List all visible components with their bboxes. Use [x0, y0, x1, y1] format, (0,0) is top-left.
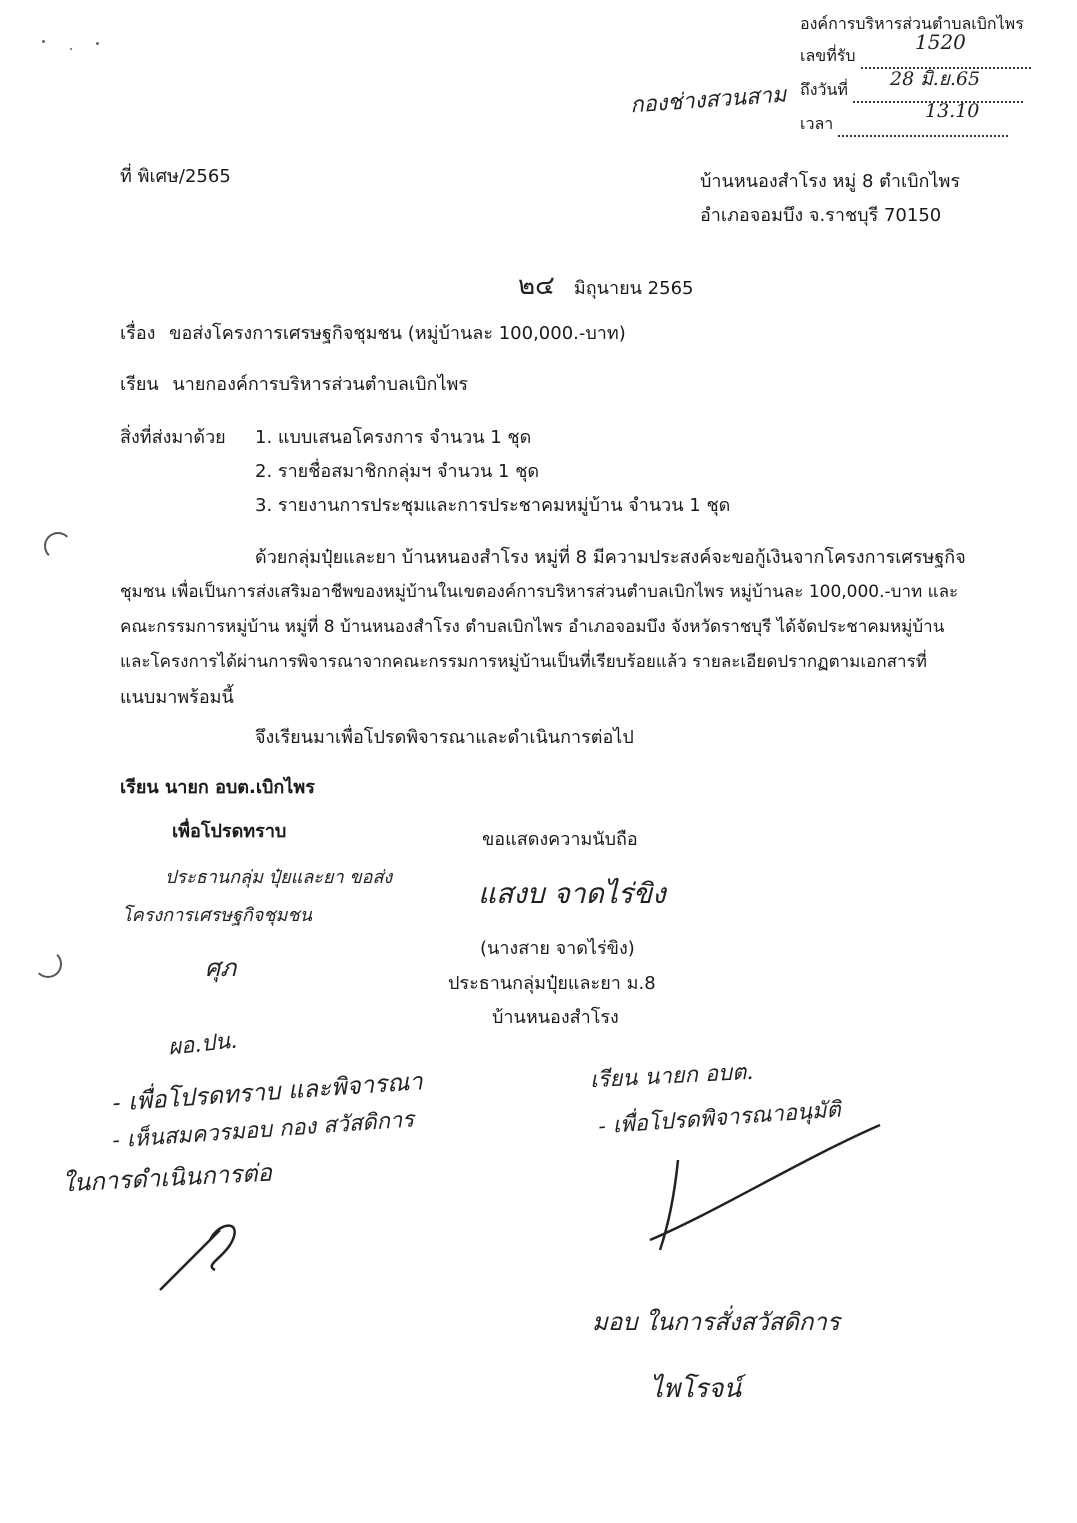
hand-left-1: ผอ.ปน.	[166, 1028, 239, 1061]
stamp-time-dots	[838, 119, 1008, 137]
body-paragraph	[120, 540, 1000, 715]
signer-signature: แสงบ จาดไร่ขิง	[478, 877, 666, 910]
scan-punch-mark	[34, 950, 62, 978]
enclosures-label: สิ่งที่ส่งมาด้วย	[120, 427, 226, 448]
closing-request: จึงเรียนมาเพื่อโปรดพิจารณาและดำเนินการต่อไป	[255, 727, 634, 748]
annotation-to: เรียน นายก อบต.เบิกไพร	[120, 777, 315, 798]
enclosure-item-3: 3. รายงานการประชุมและการประชาคมหมู่บ้าน จำนวน 1 ชุด	[255, 495, 731, 516]
signer-position: ประธานกลุ่มปุ๋ยและยา ม.8	[448, 973, 656, 994]
annotation-for: เพื่อโปรดทราบ	[172, 821, 287, 842]
stamp-org	[800, 12, 1024, 37]
body-line-5: แนบมาพร้อมนี้	[120, 687, 234, 708]
hand-note-2: โครงการเศรษฐกิจชุมชน	[122, 905, 312, 926]
body-line-2: ชุมชน เพื่อเป็นการส่งเสริมอาชีพของหมู่บ้านในเขตองค์การบริหารส่วนตำบลเบิกไพร หมู่บ้านละ 100,000.-บาท และ	[120, 582, 959, 602]
recipient-line	[120, 373, 468, 397]
hand-bottom-signature: ไพโรจน์	[650, 1374, 742, 1404]
hand-right-2: - เพื่อโปรดพิจารณาอนุมัติ	[597, 1097, 842, 1140]
subject-text: ขอส่งโครงการเศรษฐกิจชุมชน (หมู่บ้านละ 100,000.-บาท)	[169, 323, 626, 344]
stamp-receipt-value: 1520	[915, 30, 966, 54]
stamp-time-value: 13.10	[925, 100, 980, 122]
hand-note-1: ประธานกลุ่ม ปุ๋ยและยา ขอส่ง	[165, 867, 393, 888]
stamp-date-value: 28 มิ.ย.65	[890, 68, 981, 90]
stamp-receipt-label: เลขที่รับ	[800, 46, 856, 65]
letter-date	[518, 265, 693, 306]
stamp-org-text: องค์การบริหารส่วนตำบลเบิกไพร	[800, 14, 1024, 33]
subject-line	[120, 322, 626, 346]
sender-address-line1: บ้านหนองสำโรง หมู่ 8 ตำเบิกไพร	[700, 171, 961, 192]
hand-bottom: มอบ ในการสั่งสวัสดิการ	[592, 1308, 840, 1336]
hand-right-1: เรียน นายก อบต.	[589, 1059, 754, 1094]
scan-speck	[96, 42, 99, 45]
letter-ref-no: ที่ พิเศษ/2565	[120, 166, 231, 187]
hand-left-3: - เห็นสมควรมอบ กอง สวัสดิการ	[111, 1107, 415, 1154]
sender-address-line2: อำเภอจอมบึง จ.ราชบุรี 70150	[700, 205, 942, 226]
stamp-date-label: ถึงวันที่	[800, 80, 848, 99]
hand-left-2: - เพื่อโปรดทราบ และพิจารณา	[111, 1067, 424, 1117]
stamp-time-label: เวลา	[800, 114, 834, 133]
enclosure-item-2: 2. รายชื่อสมาชิกกลุ่มฯ จำนวน 1 ชุด	[255, 461, 540, 482]
scan-speck	[70, 48, 72, 50]
hand-initial-1: ศุภ	[205, 954, 237, 982]
scan-speck	[42, 40, 45, 43]
recipient-label: เรียน	[120, 374, 159, 395]
body-line-1: ด้วยกลุ่มปุ๋ยและยา บ้านหนองสำโรง หมู่ที่ 8 มีความประสงค์จะขอกู้เงินจากโครงการเศรษฐกิจ	[255, 547, 966, 568]
subject-label: เรื่อง	[120, 323, 156, 344]
scan-punch-mark	[44, 532, 72, 560]
stamp-side-note: กองช่างสวนสาม	[629, 82, 788, 119]
body-line-4: และโครงการได้ผ่านการพิจารณาจากคณะกรรมการหมู่บ้านเป็นที่เรียบร้อยแล้ว รายละเอียดปรากฏตามเอกสารที่	[120, 652, 927, 672]
letter-date-day: ๒๔	[518, 271, 555, 301]
body-line-3: คณะกรรมการหมู่บ้าน หมู่ที่ 8 บ้านหนองสำโรง ตำบลเบิกไพร อำเภอจอมบึง จังหวัดราชบุรี ได้จัดประชาคมหมู่บ้าน	[120, 617, 945, 637]
closing-regards: ขอแสดงความนับถือ	[482, 829, 638, 850]
signer-name: (นางสาย จาดไร่ขิง)	[480, 938, 635, 959]
recipient-text: นายกองค์การบริหารส่วนตำบลเบิกไพร	[172, 374, 469, 395]
enclosure-item-1: 1. แบบเสนอโครงการ จำนวน 1 ชุด	[255, 427, 532, 448]
letter-date-month-year: มิถุนายน 2565	[573, 278, 694, 299]
hand-left-4: ในการดำเนินการต่อ	[61, 1158, 273, 1198]
hand-signature-left	[150, 1210, 260, 1300]
hand-signature-right	[630, 1120, 890, 1260]
signer-village: บ้านหนองสำโรง	[492, 1007, 619, 1028]
